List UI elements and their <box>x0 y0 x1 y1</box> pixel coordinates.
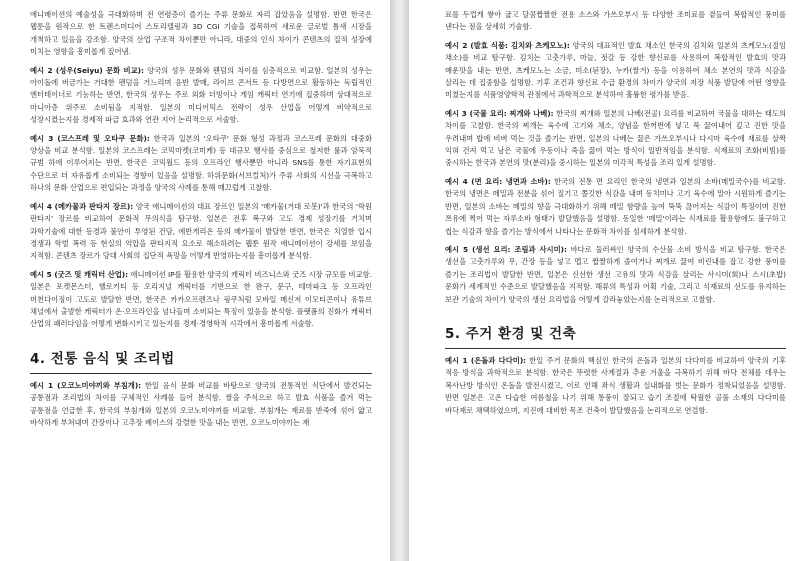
example-lead: 예시 2 (성우(Seiyu) 문화 비교): <box>30 65 144 75</box>
section-heading-housing: 5. 주거 환경 및 건축 <box>445 322 786 349</box>
paragraph-text: 양국의 성우 문화와 팬덤의 차이를 심층적으로 비교함. 일본의 성우는 아이돌에 버금가는 거대한 팬덤을 거느리며 음반 발매, 라이브 콘서트 등 다방면으로 활동하는 독립적인 엔터테이너로 기능하는 반면, 한국의 성우는 주로 외화 더빙이나 게임 캐릭터 연기에 집중하며 상대적으로 마니아층 위주로 소비됨을 지적함. 일본의 미디어믹스 전략이 성우 산업을 어떻게 비약적으로 성장시켰는지를 경제적 파급 효과와 연관 지어 논리적으로 서술함. <box>30 65 373 125</box>
example-lead: 예시 2 (발효 식품: 김치와 츠케모노): <box>445 40 570 50</box>
paragraph <box>445 108 786 170</box>
paragraph-text: 애니메이션 IP를 활용한 양국의 캐릭터 비즈니스와 굿즈 시장 규모를 비교함. 일본은 포켓몬스터, 헬로키티 등 오리지널 캐릭터를 기반으로 한 완구, 문구, 테마파크 등 오프라인 머천다이징이 고도로 발달한 반면, 한국은 카카오프렌즈나 핑쿠처럼 모바일 메신저 이모티콘이나 유튜브 채널에서 출발한 캐릭터가 온·오프라인을 넘나들며 소비되는 특징이 있음을 분석함. 플랫폼의 진화가 캐릭터 산업의 패러다임을 어떻게 변화시키고 있는지를 경제·경영학적 시각에서 흥미롭게 서술함. <box>30 269 372 329</box>
paragraph <box>30 269 372 331</box>
example-lead: 예시 4 (메카물과 판타지 장르): <box>30 201 134 211</box>
paragraph <box>445 9 786 34</box>
paragraph <box>30 201 372 263</box>
paragraph <box>30 65 372 127</box>
left-page-section-body <box>30 380 372 430</box>
paragraph <box>30 9 372 59</box>
paragraph <box>445 40 786 102</box>
right-page-section-body <box>445 355 786 417</box>
section-heading-food: 4. 전통 음식 및 조리법 <box>30 347 372 374</box>
paragraph <box>445 244 786 306</box>
example-lead: 예시 1 (온돌과 다다미): <box>445 355 527 365</box>
left-page-body <box>30 9 372 331</box>
paragraph <box>445 355 786 417</box>
paragraph-text: 애니메이션의 예술성을 극대화하며 전 연령층이 즐기는 주류 문화로 자리 잡았음을 설명함. 반면 한국은 웹툰을 원작으로 한 트랜스미디어 스토리텔링과 3D CGI 기술을 접목하여 새로운 글로벌 틈새 시장을 개척하고 있음을 강조함. 양국의 산업 구조적 차이뿐만 아니라, 대중의 인식 차이가 콘텐츠의 질적 성장에 미치는 영향을 흥미롭게 짚어냄. <box>30 10 372 57</box>
page-gutter <box>390 0 409 561</box>
example-lead: 예시 5 (생선 요리: 조림과 사시미): <box>445 244 567 254</box>
paragraph-text: 한일 주거 문화의 핵심인 한국의 온돌과 일본의 다다미를 비교하여 양국의 기후 적응 방식을 과학적으로 분석함. 한국은 뚜렷한 사계절과 추운 겨울을 극복하기 위해 바닥 전체를 데우는 복사난방 방식인 온돌을 발전시켰고, 이로 인해 좌식 생활과 실내화를 벗는 문화가 정착되었음을 설명함. 반면 일본은 고온 다습한 여름철을 나기 위해 통풍이 잘되고 습기 조절에 탁월한 골풀 소재의 다다미를 바닥재로 채택하였으며, 지진에 대비한 목조 건축이 발달했음을 논리적으로 연결함. <box>445 355 786 415</box>
paragraph-text: 료를 두껍게 쌓아 굽고 달콤짭짤한 전용 소스와 가쓰오부시 등 다양한 조미료를 곁들여 복합적인 풍미를 낸다는 점을 상세히 기술함. <box>445 10 786 32</box>
left-page <box>0 0 390 561</box>
paragraph-text: 바다로 둘러싸인 양국의 수산물 소비 방식을 비교 탐구함. 한국은 생선을 고춧가루와 무, 간장 등을 넣고 맵고 짭짤하게 졸여거나 찌개로 끓여 비린내를 잡고 강한 풍미를 즐기는 조리법이 발달한 반면, 일본은 신선한 생선 고유의 맛과 식감을 살리는 사시미(회)나 스시(초밥) 문화가 세계적인 수준으로 발달했음을 지적함. 해류의 특성과 어획 기술, 그리고 식재료의 선도를 유지하는 보관 기술의 차이가 양국의 생선 요리법을 어떻게 갈라놓았는지를 논리적으로 고찰함. <box>445 244 786 304</box>
example-lead: 예시 5 (굿즈 및 캐릭터 산업): <box>30 269 129 279</box>
paragraph <box>445 176 786 238</box>
paragraph-text: 양국 애니메이션의 대표 장르인 일본의 '메카물(거대 로봇)'과 한국의 '학원 판타지' 장르를 비교하여 문화적 무의식을 탐구함. 일본은 전후 복구와 고도 경제 성장기를 거치며 과학기술에 대한 동경과 불안이 투영된 건담, 에반게리온 등의 메카물이 발달한 반면, 한국은 치열한 입시 경쟁과 학벌 폭력 등 현실의 억압을 판타지적 요소로 해소하려는 웹툰 원작 애니메이션이 강세를 보임을 지적함. 콘텐츠 장르가 당대 사회의 집단적 욕망을 어떻게 반영하는지를 흥미롭게 분석함. <box>30 201 372 261</box>
example-lead: 예시 1 (오코노미야끼와 부침개): <box>30 380 142 390</box>
paragraph <box>30 380 372 430</box>
example-lead: 예시 4 (면 요리: 냉면과 소바): <box>445 176 551 186</box>
example-lead: 예시 3 (코스프레 및 오타쿠 문화): <box>30 133 150 143</box>
example-lead: 예시 3 (국물 요리: 찌개와 나베): <box>445 108 554 118</box>
paragraph <box>30 133 372 195</box>
paragraph-text: 한국의 찌개와 일본의 나베(전골) 요리를 비교하여 국물을 대하는 태도의 차이를 고찰함. 한국의 찌개는 육수에 고기와 채소, 양념을 한꺼번에 넣고 푹 끓여내어 깊고 진한 맛을 우려내며 밥에 비벼 먹는 것을 즐기는 반면, 일본의 나베는 끓은 가쓰오부시나 다시마 육수에 재료를 살짝 익혀 건져 먹고 남은 국물에 우동이나 죽을 끓여 먹는 방식이 일반적임을 분석함. 식재료의 조화(비빔)를 중시하는 한국과 본연의 맛(분리)을 중시하는 일본의 미각적 특성을 조리 있게 설명함. <box>445 108 786 168</box>
right-page-body <box>445 9 786 306</box>
paragraph-text: 한국의 전통 면 요리인 한국의 냉면과 일본의 소바(메밀국수)를 비교함. 한국의 냉면은 메밀과 전분을 섞어 질기고 쫄깃한 식감을 내며 동치미나 고기 육수에 말아 시원하게 즐기는 반면, 일본의 소바는 메밀의 향을 극대화하기 위해 메밀 함량을 높여 뚝뚝 끊어지는 식감이 특징이며 진한 쯔유에 찍어 먹는 자루소바 형태가 발달했음을 설명함. 동일한 '메밀'이라는 식재료를 활용함에도 불구하고 씹는 식감과 향을 즐기는 방식에서 나타나는 문화적 차이를 섬세하게 분석함. <box>445 176 786 236</box>
paragraph-text: 한일 음식 문화 비교를 바탕으로 양국의 전통적인 식단에서 발견되는 공통점과 조리법의 차이를 구체적인 사례를 들어 분석함. 쌀을 주식으로 하고 발효 식품을 즐겨 먹는 공통점을 언급한 후, 한국의 부침개와 일본의 오코노미야끼를 비교함. 부침개는 재료를 반죽에 섞어 얇고 바삭하게 부쳐내며 간장이나 고추장 베이스의 강렬한 맛을 내는 반면, 오코노미야끼는 재 <box>30 380 372 427</box>
right-page <box>409 0 800 561</box>
paragraph-text: 한국과 일본의 '오타쿠' 문화 형성 과정과 코스프레 문화의 대중화 양상을 비교 분석함. 일본의 코스프레는 코믹마켓(코미케) 등 대규모 행사를 중심으로 철저한 룰과 암묵적 규범 하에 이루어지는 반면, 한국은 코믹월드 등의 오프라인 행사뿐만 아니라 SNS를 통한 자기표현의 수단으로 더 자유롭게 소비되는 경향이 있음을 설명함. 하위문화(서브컬처)가 주류 사회의 시선을 극복하고 하나의 문화 산업으로 편입되는 과정을 양국의 사례를 통해 매끄럽게 고찰함. <box>30 133 373 193</box>
paragraph-text: 양국의 대표적인 발효 채소인 한국의 김치와 일본의 츠케모노(절임 채소)를 비교 탐구함. 김치는 고춧가루, 마늘, 젓갈 등 강한 향신료를 사용하여 복합적인 발효의 맛과 매운맛을 내는 반면, 츠케모노는 소금, 미소(된장), 누카(쌀겨) 등을 이용하여 채소 본연의 맛과 식감을 살리는 데 집중함을 설명함. 기후 조건과 향신료 수급 환경의 차이가 양국의 저장 식품 발달에 어떤 영향을 미쳤는지를 식품영양학적 관점에서 과학적으로 분석하여 훌륭한 평가를 받음. <box>445 40 786 100</box>
